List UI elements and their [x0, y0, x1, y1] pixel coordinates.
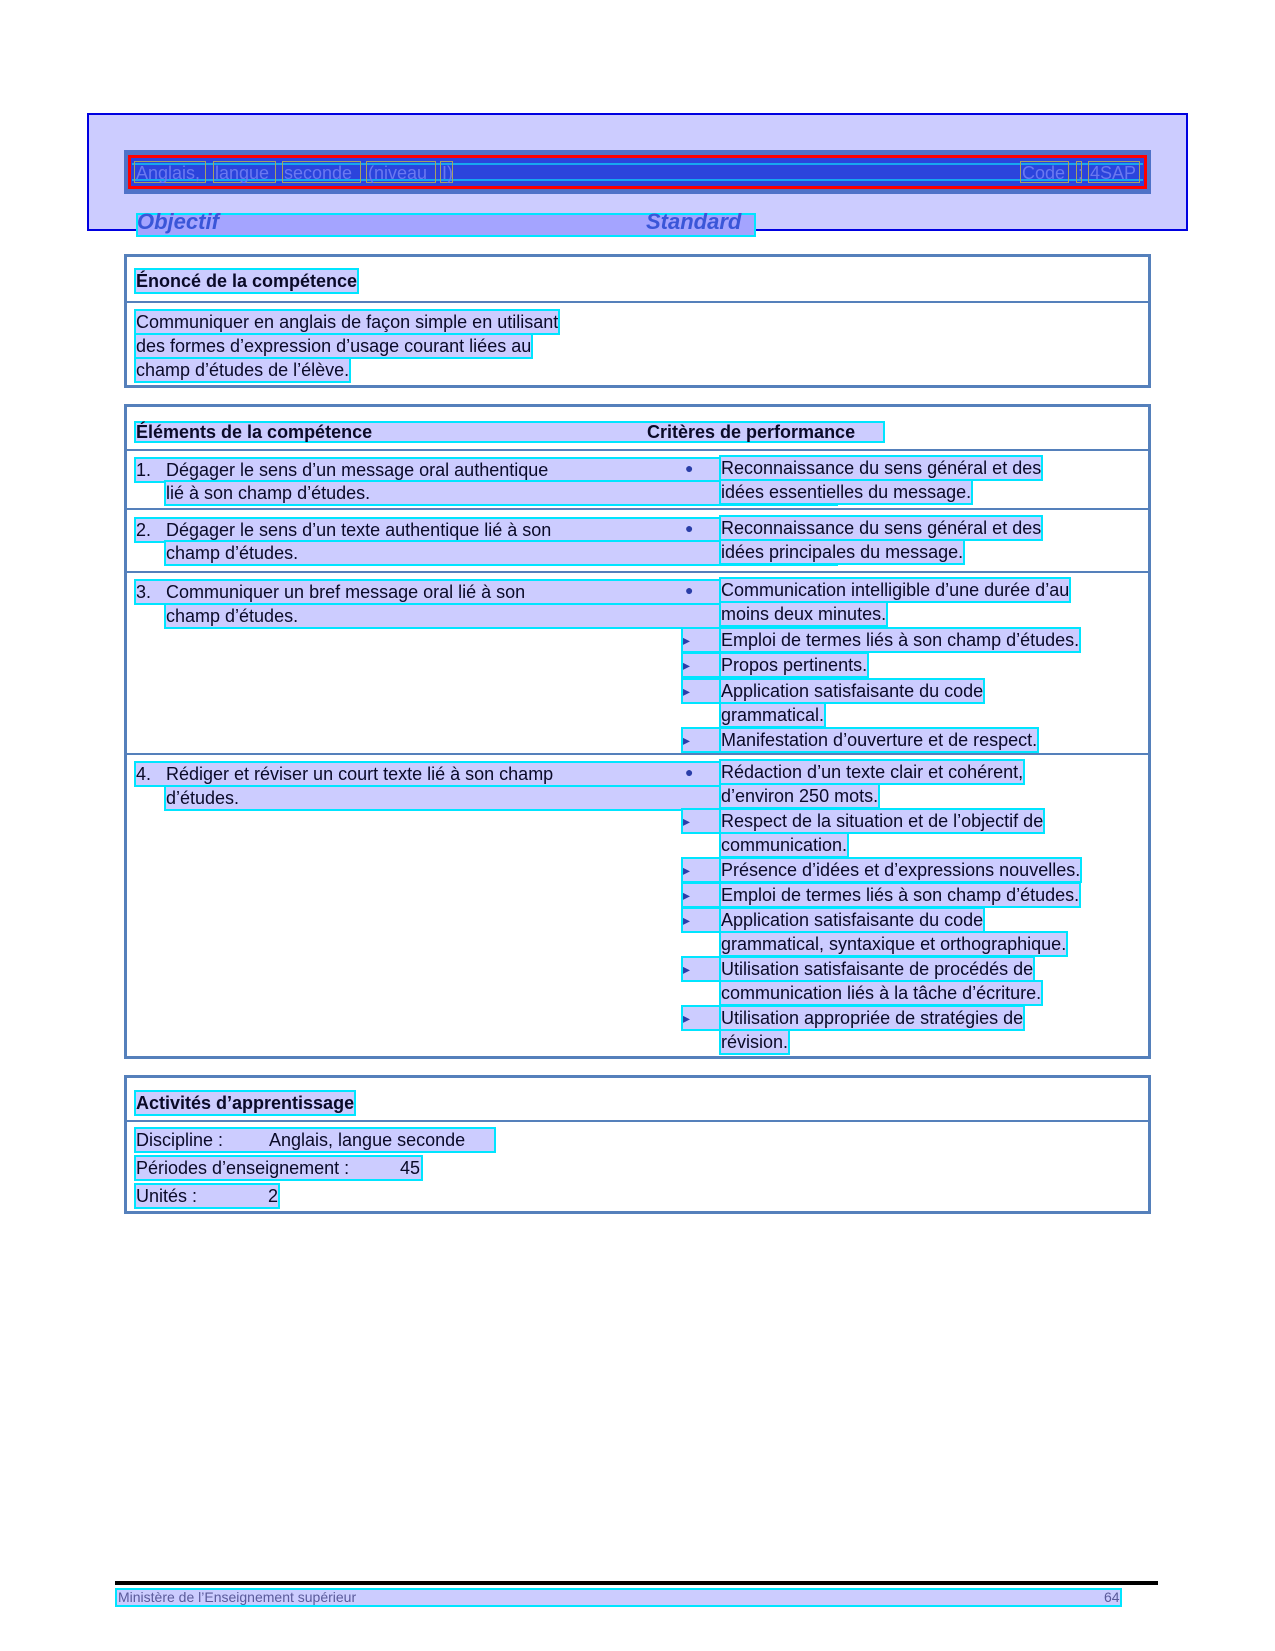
- footer-rule: [115, 1581, 1158, 1585]
- element-line: champ d’études.: [166, 542, 836, 564]
- standard-label: Standard: [646, 209, 742, 234]
- criterion-line: Utilisation appropriée de stratégies de: [721, 1008, 1024, 1028]
- periodes-row: [136, 1157, 421, 1179]
- bullet-icon: ●: [685, 520, 694, 536]
- title-word: Anglais,: [134, 161, 206, 183]
- discipline-value: Anglais, langue seconde: [269, 1130, 466, 1150]
- divider: [127, 508, 1148, 510]
- enonce-box: [124, 254, 1151, 388]
- unites-value: 2: [268, 1186, 279, 1206]
- element-number: 2.: [136, 519, 836, 541]
- elements-heading: Éléments de la compétence: [136, 422, 373, 442]
- bullet-icon: ▸: [683, 680, 719, 702]
- bullet-icon: ●: [685, 460, 694, 476]
- criterion-line: Utilisation satisfaisante de procédés de: [721, 959, 1034, 979]
- bullet-icon: ●: [685, 764, 694, 780]
- unites-label: Unités :: [136, 1186, 198, 1206]
- bullet-icon: ▸: [683, 629, 719, 651]
- title-word: (niveau: [366, 161, 436, 183]
- activites-box: [124, 1075, 1151, 1214]
- criterion-line: communication.: [721, 835, 848, 855]
- criterion-line: grammatical.: [721, 705, 825, 725]
- bullet-icon: ▸: [683, 1007, 719, 1029]
- criterion-line: communication liés à la tâche d’écriture.: [721, 983, 1042, 1003]
- element-line: Communiquer un bref message oral lié à son: [166, 582, 526, 602]
- criterion-line: grammatical, syntaxique et orthographique.: [721, 934, 1067, 954]
- criterion-line: Communication intelligible d’une durée d’au: [721, 580, 1070, 600]
- criteria-heading: Critères de performance: [647, 422, 856, 442]
- criterion-line: Application satisfaisante du code: [721, 910, 984, 930]
- title-word: I): [442, 163, 453, 183]
- element-line: d’études.: [166, 787, 836, 809]
- criterion-line: Propos pertinents.: [721, 655, 868, 675]
- element-line: Dégager le sens d’un texte authentique lié à son: [166, 520, 552, 540]
- periodes-label: Périodes d’enseignement :: [136, 1158, 350, 1178]
- discipline-row: [136, 1129, 494, 1151]
- enonce-line: des formes d’expression d’usage courant liées au: [136, 336, 532, 356]
- criterion-line: Emploi de termes liés à son champ d’études.: [721, 630, 1080, 650]
- criterion-line: d’environ 250 mots.: [721, 786, 879, 806]
- criterion-line: Respect de la situation et de l’objectif de: [721, 811, 1044, 831]
- bullet-icon: ▸: [683, 884, 719, 906]
- divider: [127, 1120, 1148, 1122]
- bullet-icon: ▸: [683, 729, 719, 751]
- element-line: Rédiger et réviser un court texte lié à son champ: [166, 764, 554, 784]
- divider: [127, 571, 1148, 573]
- title-word: seconde: [282, 161, 361, 183]
- criterion-line: Rédaction d’un texte clair et cohérent,: [721, 762, 1024, 782]
- criterion-line: Reconnaissance du sens général et des: [721, 458, 1042, 478]
- bullet-icon: ▸: [683, 810, 719, 832]
- bullet-icon: ▸: [683, 958, 719, 980]
- bullet-icon: ▸: [683, 859, 719, 881]
- divider: [127, 301, 1148, 303]
- discipline-label: Discipline :: [136, 1130, 224, 1150]
- code-label: Code: [1020, 161, 1069, 183]
- enonce-heading: Énoncé de la compétence: [136, 271, 358, 291]
- bullet-icon: ●: [685, 582, 694, 598]
- element-line: champ d’études.: [166, 605, 836, 627]
- criterion-line: Reconnaissance du sens général et des: [721, 518, 1042, 538]
- divider: [127, 753, 1148, 755]
- periodes-value: 45: [400, 1158, 421, 1178]
- bullet-icon: ▸: [683, 654, 719, 676]
- footer-ministry: Ministère de l’Enseignement supérieur: [118, 1589, 357, 1605]
- criterion-line: moins deux minutes.: [721, 604, 887, 624]
- bullet-icon: ▸: [683, 909, 719, 931]
- divider: [127, 449, 1148, 451]
- criterion-line: Présence d’idées et d’expressions nouvelles.: [721, 860, 1081, 880]
- element-line: Dégager le sens d’un message oral authentique: [166, 460, 549, 480]
- element-number: 4.: [136, 763, 836, 785]
- unites-row: [136, 1185, 278, 1207]
- element-number: 3.: [136, 581, 836, 603]
- title-word: langue: [213, 161, 276, 183]
- criterion-line: révision.: [721, 1032, 789, 1052]
- enonce-line: champ d’études de l’élève.: [136, 360, 350, 380]
- criterion-line: idées essentielles du message.: [721, 482, 972, 502]
- page-number: 64: [1104, 1589, 1120, 1605]
- element-line: lié à son champ d’études.: [166, 482, 836, 504]
- element-number: 1.: [136, 459, 836, 481]
- criterion-line: idées principales du message.: [721, 542, 964, 562]
- criterion-line: Emploi de termes liés à son champ d’études.: [721, 885, 1080, 905]
- activites-heading: Activités d’apprentissage: [136, 1093, 355, 1113]
- elements-box: [124, 404, 1151, 1059]
- objectif-label: Objectif: [137, 209, 219, 234]
- code-value: 4SAP: [1088, 161, 1140, 183]
- enonce-line: Communiquer en anglais de façon simple en utilisant: [136, 312, 559, 332]
- code-colon: :: [1078, 163, 1084, 183]
- criterion-line: Manifestation d’ouverture et de respect.: [721, 730, 1038, 750]
- criterion-line: Application satisfaisante du code: [721, 681, 984, 701]
